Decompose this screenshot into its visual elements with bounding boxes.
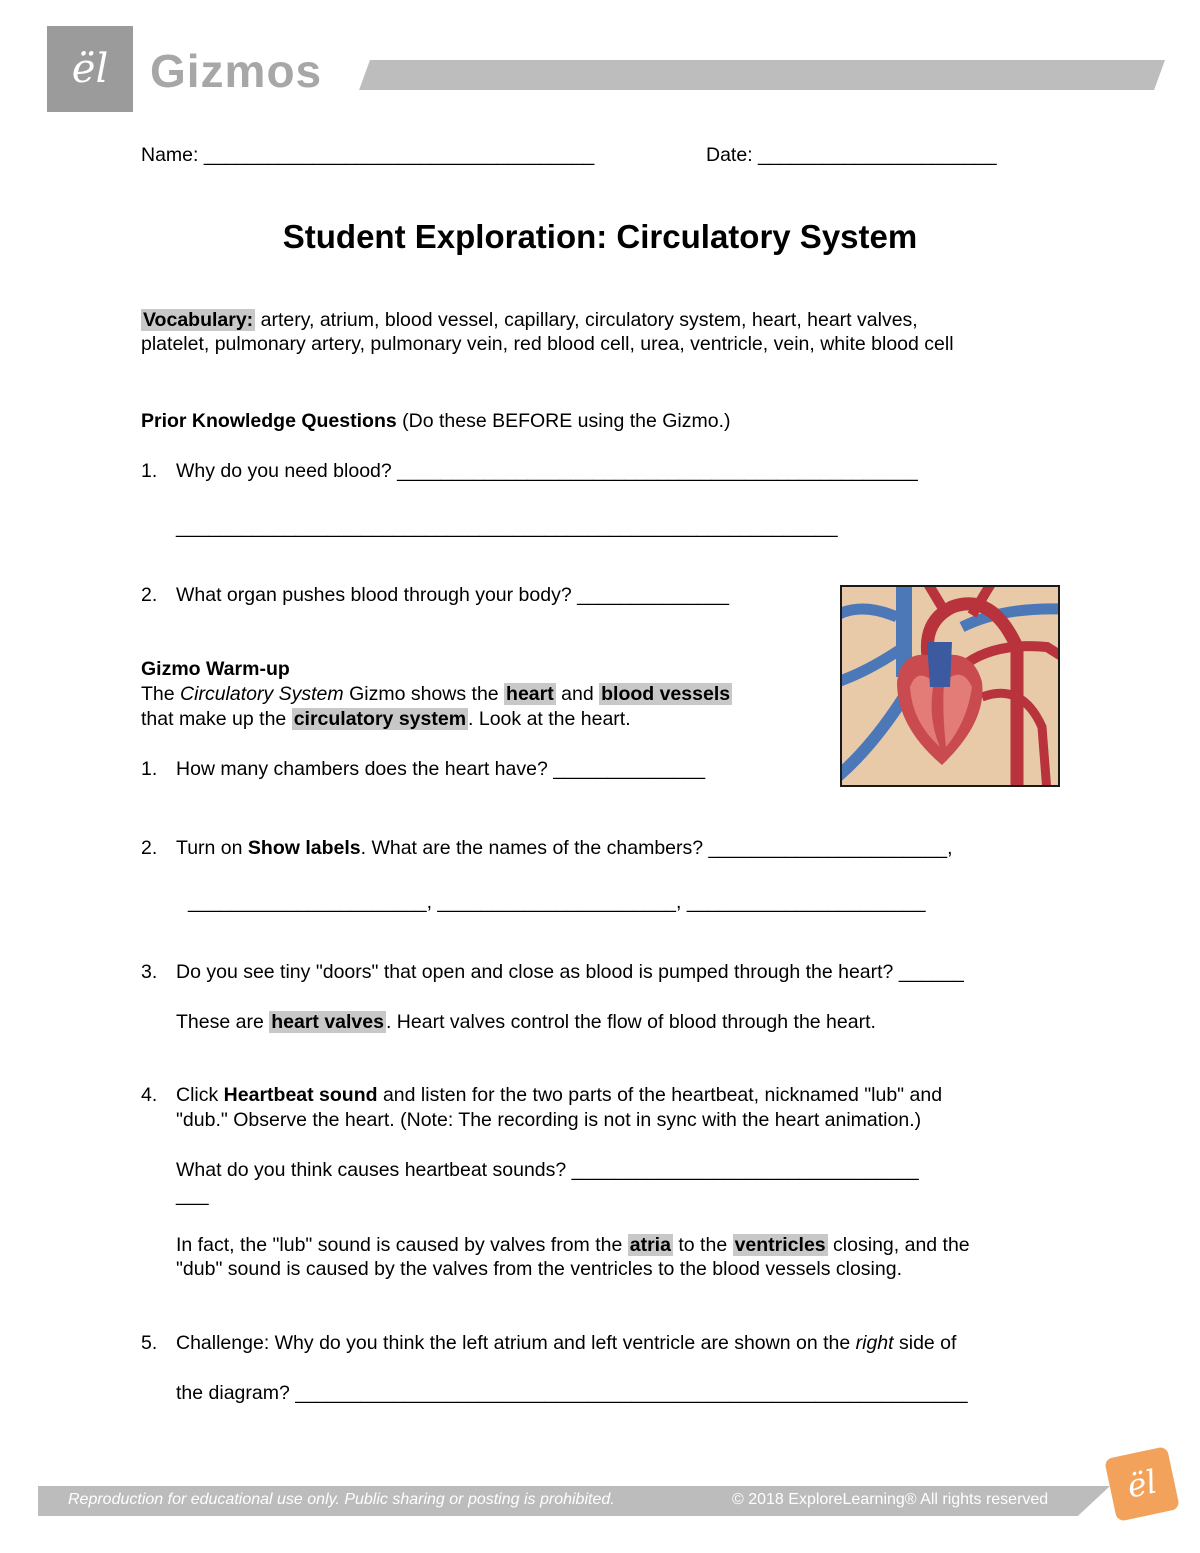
text: side of: [893, 1332, 957, 1354]
text: to the: [672, 1234, 733, 1256]
text: Challenge: Why do you think the left atrium and left ventricle are shown on the: [176, 1332, 856, 1354]
question-text: How many chambers does the heart have? ______________: [176, 758, 706, 780]
question-4-line-2: "dub." Observe the heart. (Note: The recording is not in sync with the heart animation.): [176, 1109, 922, 1131]
lub-dub-fact-line-1: [176, 1233, 970, 1257]
text: In fact, the "lub" sound is caused by valves from the: [176, 1234, 628, 1256]
prior-question-2[interactable]: [141, 583, 729, 607]
text: and: [555, 683, 600, 705]
heart-illustration: [840, 585, 1060, 787]
prior-question-1[interactable]: [141, 459, 918, 483]
gizmos-logo: [47, 26, 133, 112]
name-field[interactable]: Name: ____________________________________: [141, 144, 595, 166]
logo-glyph: ël: [71, 46, 109, 92]
text: These are: [176, 1011, 270, 1033]
vocab-highlight: circulatory system: [293, 708, 467, 730]
heartbeat-question[interactable]: What do you think causes heartbeat sounds? ________________________________: [176, 1159, 919, 1181]
control-name: Show labels: [247, 837, 361, 859]
answer-line[interactable]: ___: [176, 1184, 209, 1206]
question-number: 2.: [141, 837, 158, 859]
vocab-highlight: atria: [629, 1234, 671, 1256]
text: . Look at the heart.: [468, 708, 631, 730]
prior-knowledge-heading: [141, 409, 731, 433]
prior-heading-text: Prior Knowledge Questions: [141, 410, 397, 432]
explorelearning-logo: [1104, 1446, 1180, 1522]
footer-logo-glyph: ël: [1123, 1462, 1161, 1506]
question-text: Why do you need blood? ________________________________________________: [176, 460, 918, 482]
question-number: 4.: [141, 1084, 158, 1106]
heart-valves-note: [176, 1010, 876, 1034]
text: closing, and the: [827, 1234, 970, 1256]
warmup-question-4: [141, 1083, 942, 1107]
vocabulary-line-1: [141, 308, 918, 332]
question-text: Do you see tiny "doors" that open and close as blood is pumped through the heart? ______: [176, 961, 964, 983]
lub-dub-fact-line-2: "dub" sound is caused by the valves from the ventricles to the blood vessels closing.: [176, 1258, 902, 1280]
header-bar: [359, 60, 1165, 90]
warmup-question-5: [141, 1331, 956, 1355]
warmup-intro-line-1: [141, 682, 732, 706]
text: Click: [176, 1084, 224, 1106]
vocab-highlight: heart: [506, 683, 554, 705]
brand-name: Gizmos: [150, 45, 323, 97]
question-text: What organ pushes blood through your body? ______________: [176, 584, 729, 606]
vocab-highlight: blood vessels: [601, 683, 731, 705]
page-title: Student Exploration: Circulatory System: [282, 218, 918, 255]
challenge-answer-line[interactable]: the diagram? ______________________________________________________________: [176, 1382, 968, 1404]
text: . Heart valves control the flow of blood through the heart.: [385, 1011, 876, 1033]
prior-note: (Do these BEFORE using the Gizmo.): [396, 410, 731, 432]
vocabulary-terms-2: platelet, pulmonary artery, pulmonary vein, red blood cell, urea, ventricle, vein, white blood cell: [141, 333, 954, 355]
vocabulary-label: Vocabulary:: [143, 309, 254, 331]
question-number: 1.: [141, 460, 158, 482]
warmup-question-2[interactable]: [141, 836, 953, 860]
emphasis: right: [855, 1332, 894, 1354]
question-number: 1.: [141, 758, 158, 780]
warmup-heading: Gizmo Warm-up: [141, 658, 290, 680]
warmup-question-3[interactable]: [141, 960, 964, 984]
text: . What are the names of the chambers? ______________________,: [360, 837, 953, 859]
question-number: 2.: [141, 584, 158, 606]
footer-notice: Reproduction for educational use only. Public sharing or posting is prohibited.: [68, 1491, 615, 1508]
answer-line[interactable]: _____________________________________________________________: [176, 516, 838, 538]
text: that make up the: [141, 708, 292, 730]
footer-copyright: © 2018 ExploreLearning® All rights reserved: [732, 1491, 1049, 1508]
heart-drawing: [842, 587, 1058, 785]
text: Turn on: [176, 837, 248, 859]
vocabulary-terms-1: artery, atrium, blood vessel, capillary, circulatory system, heart, heart valves,: [255, 309, 918, 331]
warmup-question-1[interactable]: [141, 757, 705, 781]
control-name: Heartbeat sound: [223, 1084, 378, 1106]
question-number: 3.: [141, 961, 158, 983]
text: The: [141, 683, 181, 705]
vocab-highlight: ventricles: [734, 1234, 826, 1256]
question-number: 5.: [141, 1332, 158, 1354]
gizmo-name: Circulatory System: [180, 683, 344, 705]
vocab-highlight: heart valves: [271, 1011, 384, 1033]
text: and listen for the two parts of the heartbeat, nicknamed "lub" and: [377, 1084, 943, 1106]
text: Gizmo shows the: [343, 683, 505, 705]
date-field[interactable]: Date: ______________________: [706, 144, 997, 166]
warmup-intro-line-2: [141, 707, 631, 731]
answer-line[interactable]: ______________________, ______________________, ______________________: [188, 891, 926, 913]
